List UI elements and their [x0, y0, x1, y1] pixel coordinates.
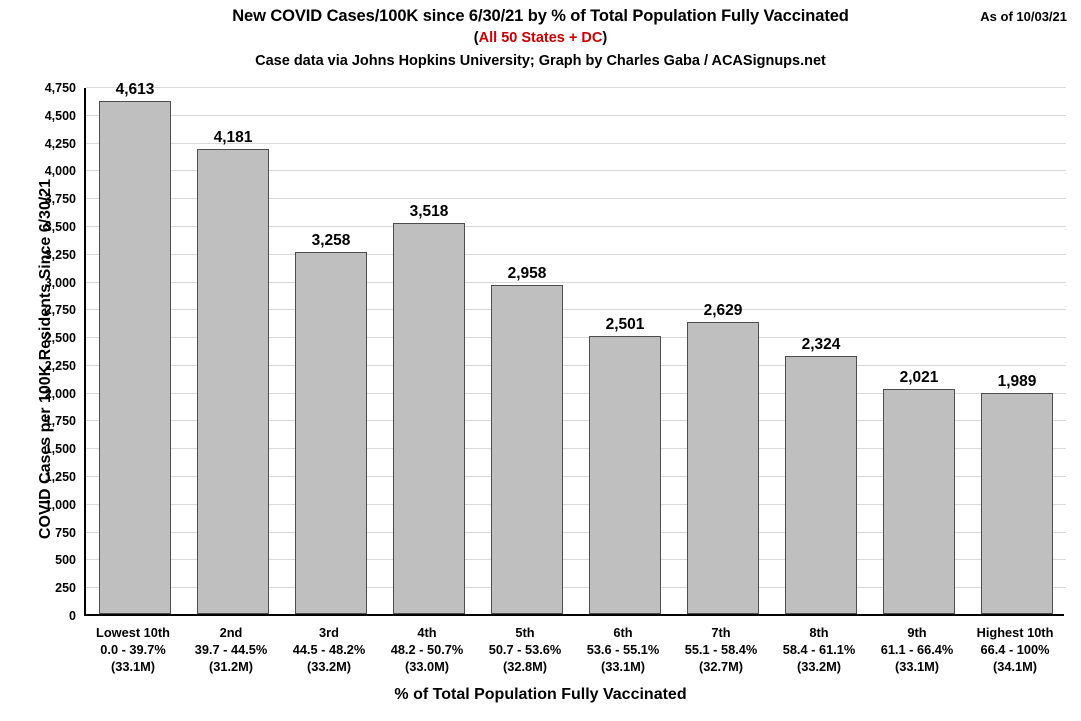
bar: [981, 393, 1053, 614]
x-axis-title: % of Total Population Fully Vaccinated: [394, 686, 687, 703]
plot-area: [84, 81, 1064, 616]
bar: [197, 149, 269, 614]
x-tick-rank: 3rd: [319, 625, 339, 640]
x-axis-tick-label: [468, 624, 582, 675]
y-axis-tick-label: 2,000: [44, 386, 76, 401]
y-axis-tick-label: 4,250: [44, 136, 76, 151]
y-axis-tick-label: 1,500: [44, 442, 76, 457]
x-axis-tick-label: [860, 624, 974, 675]
bar-value-label: 3,518: [409, 202, 449, 220]
x-tick-population: (33.2M): [306, 659, 352, 674]
bar-value-label: 3,258: [311, 231, 351, 249]
x-tick-rank: 8th: [809, 625, 829, 640]
x-axis-tick-label: [174, 624, 288, 675]
y-axis-tick-label: 4,000: [44, 164, 76, 179]
x-tick-range: 44.5 - 48.2%: [292, 642, 366, 657]
x-tick-population: (33.0M): [404, 659, 450, 674]
y-axis-tick-label: 500: [55, 553, 76, 568]
y-axis-tick-label: 4,500: [44, 108, 76, 123]
x-tick-rank: 4th: [417, 625, 437, 640]
x-axis-tick-label: [566, 624, 680, 675]
bar: [687, 322, 759, 614]
bar: [589, 336, 661, 614]
y-axis-tick-label: 2,750: [44, 303, 76, 318]
x-tick-range: 0.0 - 39.7%: [100, 642, 166, 657]
x-tick-population: (31.2M): [208, 659, 254, 674]
bar-value-label: 4,613: [115, 81, 155, 99]
bar-value-label: 2,501: [605, 315, 645, 333]
x-tick-range: 58.4 - 61.1%: [782, 642, 856, 657]
y-axis-tick-label: 0: [69, 609, 76, 623]
x-tick-rank: 2nd: [219, 625, 243, 640]
bar-value-label: 1,989: [997, 372, 1037, 390]
y-axis-tick-label: 1,250: [44, 470, 76, 485]
bar-value-label: 2,958: [507, 265, 547, 283]
x-tick-range: 66.4 - 100%: [980, 642, 1050, 657]
gridline: [86, 87, 1066, 88]
x-axis-tick-label: [76, 624, 190, 675]
y-axis-tick-label: 250: [55, 581, 76, 596]
bar: [883, 389, 955, 614]
subtitle-highlight: All 50 States + DC: [478, 30, 603, 46]
x-tick-population: (34.1M): [992, 659, 1038, 674]
y-axis-tick-label: 3,750: [44, 192, 76, 207]
bar: [393, 223, 465, 614]
chart-subtitle: [0, 30, 1081, 46]
x-tick-population: (32.8M): [502, 659, 548, 674]
x-tick-population: (33.1M): [894, 659, 940, 674]
bar-value-label: 2,324: [801, 335, 841, 353]
x-tick-population: (32.7M): [698, 659, 744, 674]
x-tick-range: 39.7 - 44.5%: [194, 642, 268, 657]
gridline: [86, 115, 1066, 116]
x-tick-rank: 6th: [613, 625, 633, 640]
y-axis-tick-label: 4,750: [44, 81, 76, 95]
x-axis-tick-label: [762, 624, 876, 675]
x-tick-population: (33.2M): [796, 659, 842, 674]
x-tick-rank: Highest 10th: [976, 625, 1054, 640]
y-axis-tick-label: 3,250: [44, 247, 76, 262]
x-tick-range: 53.6 - 55.1%: [586, 642, 660, 657]
x-tick-rank: 9th: [907, 625, 927, 640]
bar: [785, 356, 857, 614]
x-axis-tick-label: [272, 624, 386, 675]
subtitle-open-paren: (: [473, 30, 479, 46]
bar-value-label: 4,181: [213, 129, 253, 147]
x-axis-tick-label: [958, 624, 1072, 675]
x-tick-range: 55.1 - 58.4%: [684, 642, 758, 657]
x-tick-rank: Lowest 10th: [96, 625, 170, 640]
bar-value-label: 2,629: [703, 301, 743, 319]
y-axis-tick-label: 3,500: [44, 219, 76, 234]
y-axis-tick-label: 1,000: [44, 497, 76, 512]
x-tick-population: (33.1M): [600, 659, 646, 674]
y-axis-tick-label: 1,750: [44, 414, 76, 429]
y-axis-title: COVID Cases per 100K Residents Since 6/30/21: [37, 178, 54, 540]
bar-value-label: 2,021: [899, 369, 939, 387]
x-axis-tick-label: [370, 624, 484, 675]
as-of-date: As of 10/03/21: [980, 9, 1067, 24]
x-tick-rank: 7th: [711, 625, 731, 640]
y-axis-tick-label: 2,500: [44, 331, 76, 346]
y-axis-tick-label: 3,000: [44, 275, 76, 290]
bar: [295, 252, 367, 614]
x-tick-rank: 5th: [515, 625, 535, 640]
y-axis-tick-label: 750: [55, 525, 76, 540]
x-tick-population: (33.1M): [110, 659, 156, 674]
x-tick-range: 48.2 - 50.7%: [390, 642, 464, 657]
subtitle-close-paren: ): [602, 30, 608, 46]
y-axis-tick-label: 2,250: [44, 358, 76, 373]
chart-credit: Case data via Johns Hopkins University; Graph by Charles Gaba / ACASignups.net: [255, 53, 826, 69]
chart-title: New COVID Cases/100K since 6/30/21 by % of Total Population Fully Vaccinated: [232, 7, 849, 25]
x-tick-range: 50.7 - 53.6%: [488, 642, 562, 657]
bar: [99, 101, 171, 614]
x-axis-tick-label: [664, 624, 778, 675]
x-tick-range: 61.1 - 66.4%: [880, 642, 954, 657]
bar: [491, 285, 563, 614]
